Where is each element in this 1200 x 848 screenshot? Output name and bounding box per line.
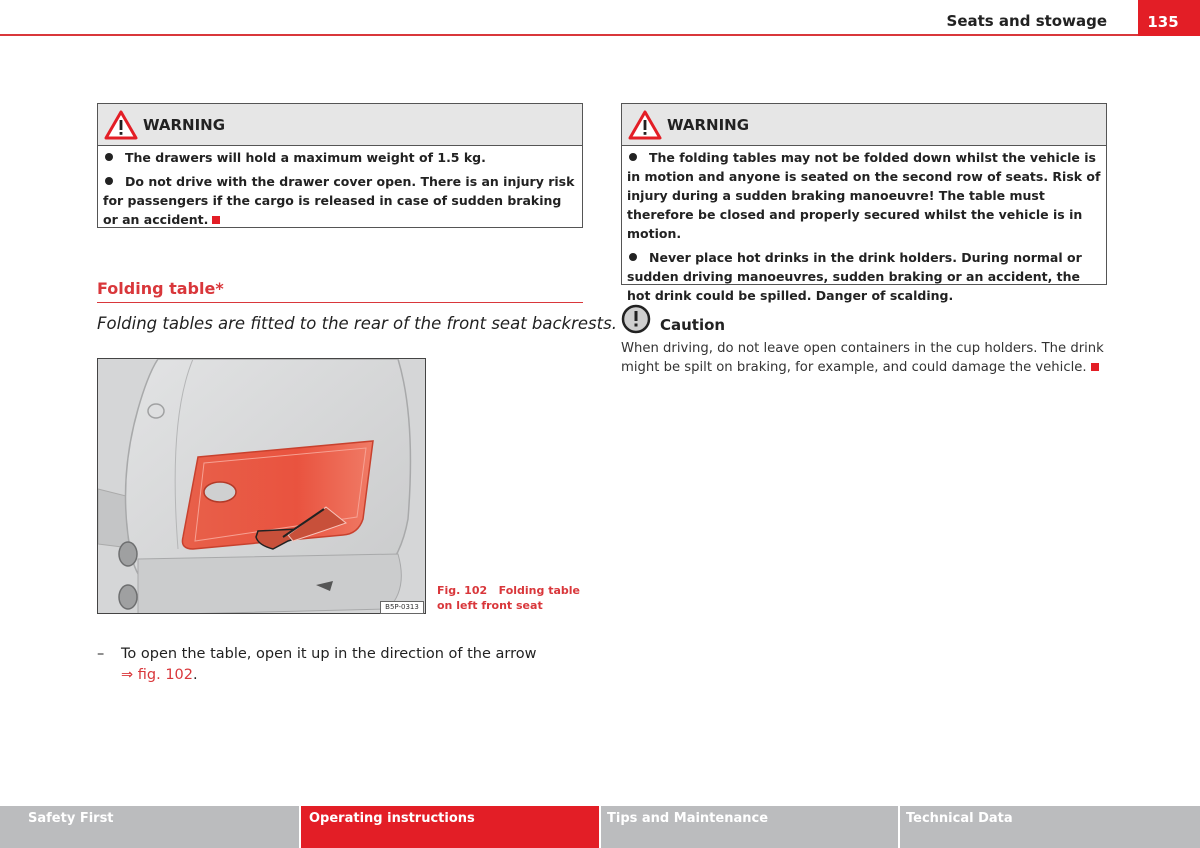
footer-tab-technical-data[interactable]: Technical Data [900, 806, 1200, 848]
section-title: Folding table* [97, 279, 224, 298]
bullet-icon [629, 253, 637, 261]
warning-item: Never place hot drinks in the drink holders. During normal or sudden driving manoeuvres, sudden braking or an accident, the hot drink could be spilled. Danger of scalding. [627, 250, 1082, 303]
warning-body [622, 146, 1106, 308]
section-rule [97, 302, 583, 303]
seat-illustration [98, 359, 426, 614]
figure-reference-link[interactable]: ⇒ fig. 102 [121, 667, 193, 683]
caution-exclamation-icon [621, 304, 651, 334]
bullet-icon [105, 177, 113, 185]
footer-tab-tips-and-maintenance[interactable]: Tips and Maintenance [601, 806, 898, 848]
figure-caption-text: Folding table on left front seat [437, 584, 581, 612]
warning-body [98, 146, 582, 232]
figure-caption [437, 583, 587, 613]
end-of-section-icon [1091, 363, 1099, 371]
warning-header [98, 104, 582, 146]
caution-title: Caution [660, 316, 726, 334]
step-dash: – [97, 646, 105, 662]
warning-box-folding-tables [621, 103, 1107, 303]
figure-code: B5P-0313 [380, 601, 424, 614]
figure-folding-table [97, 358, 426, 614]
warning-triangle-icon [104, 110, 138, 140]
warning-item: Do not drive with the drawer cover open. There is an injury risk for passengers if the cargo is released in case of sudden braking or an accident. [103, 174, 575, 227]
warning-title: WARNING [143, 116, 226, 134]
caution-text: When driving, do not leave open containers in the cup holders. The drink might be spilt on braking, for example, and could damage the vehicle. [621, 341, 1104, 375]
warning-triangle-icon [628, 110, 662, 140]
bullet-icon [105, 153, 113, 161]
bullet-icon [629, 153, 637, 161]
warning-item: The folding tables may not be folded down whilst the vehicle is in motion and anyone is seated on the second row of seats. Risk of injury during a sudden braking manoeuvre! The table must therefore be closed and properly secured whilst the vehicle is in motion. [627, 150, 1101, 241]
warning-box-drawers [97, 103, 583, 228]
step-text: To open the table, open it up in the direction of the arrow [121, 646, 537, 662]
footer-tab-operating-instructions[interactable]: Operating instructions [301, 806, 599, 848]
warning-title: WARNING [667, 116, 750, 134]
chapter-title: Seats and stowage [946, 12, 1107, 30]
header-rule [0, 34, 1138, 36]
warning-item: The drawers will hold a maximum weight of 1.5 kg. [103, 148, 577, 167]
figure-number: Fig. 102 [437, 584, 488, 597]
footer-tab-safety-first[interactable]: Safety First [0, 806, 299, 848]
warning-header [622, 104, 1106, 146]
section-intro: Folding tables are fitted to the rear of the front seat backrests. [97, 314, 617, 333]
page-number: 135 [1147, 13, 1179, 31]
end-of-section-icon [212, 216, 220, 224]
instruction-step: – To open the table, open it up in the direction of the arrow ⇒ fig. 102. [97, 646, 537, 683]
